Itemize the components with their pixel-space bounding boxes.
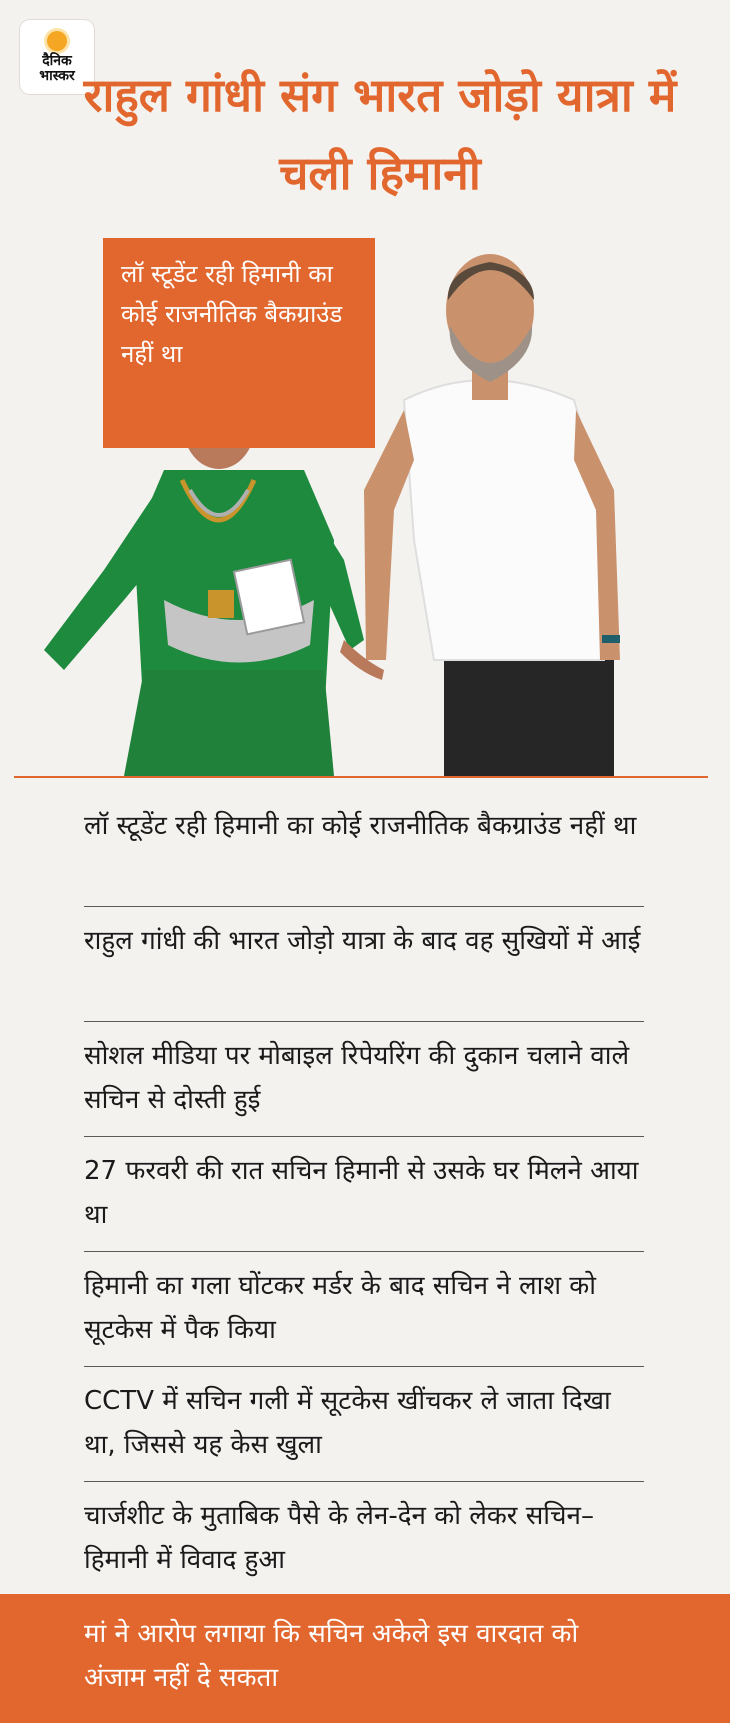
fact-item: 27 फरवरी की रात सचिन हिमानी से उसके घर मिलने आया था xyxy=(84,1137,644,1252)
callout-box: लॉ स्टूडेंट रही हिमानी का कोई राजनीतिक बैकग्राउंड नहीं था xyxy=(103,238,375,448)
logo-text-line1: दैनिक xyxy=(42,52,72,69)
fact-item: राहुल गांधी की भारत जोड़ो यात्रा के बाद वह सुखियों में आई xyxy=(84,907,644,1022)
divider xyxy=(14,776,708,778)
fact-item: लॉ स्टूडेंट रही हिमानी का कोई राजनीतिक बैकग्राउंड नहीं था xyxy=(84,792,644,907)
man-figure xyxy=(364,254,620,776)
headline: राहुल गांधी संग भारत जोड़ो यात्रा में चली हिमानी xyxy=(83,68,677,200)
fact-item: CCTV में सचिन गली में सूटकेस खींचकर ले जाता दिखा था, जिससे यह केस खुला xyxy=(84,1367,644,1482)
fact-item: चार्जशीट के मुताबिक पैसे के लेन-देन को लेकर सचिन–हिमानी में विवाद हुआ xyxy=(84,1501,594,1575)
footer-banner: मां ने आरोप लगाया कि सचिन अकेले इस वारदात को अंजाम नहीं दे सकता xyxy=(0,1594,730,1723)
sun-icon xyxy=(47,31,67,51)
fact-item: हिमानी का गला घोंटकर मर्डर के बाद सचिन ने लाश को सूटकेस में पैक किया xyxy=(84,1252,644,1367)
fact-item: सोशल मीडिया पर मोबाइल रिपेयरिंग की दुकान चलाने वाले सचिन से दोस्ती हुई xyxy=(84,1022,644,1137)
fact-list xyxy=(84,792,644,1596)
logo-text-line2: भास्कर xyxy=(39,67,75,84)
